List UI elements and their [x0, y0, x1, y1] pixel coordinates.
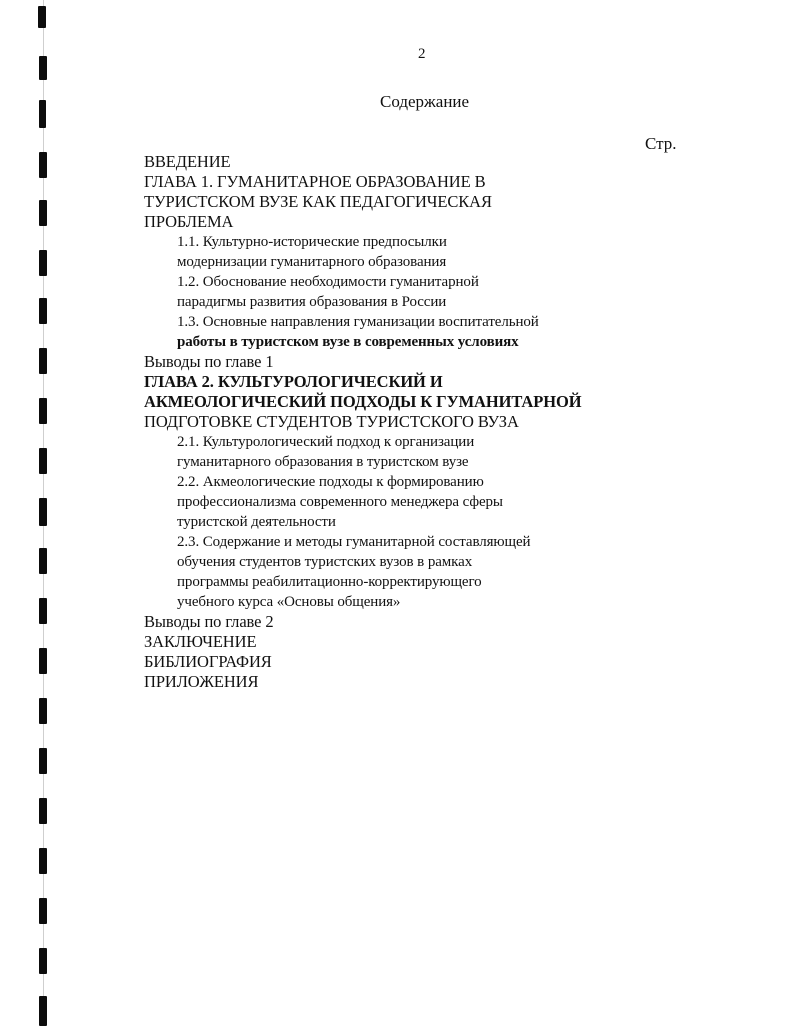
toc-sub-entry: 2.2. Акмеологические подходы к формированию [177, 474, 484, 490]
toc-title: Содержание [380, 92, 470, 111]
toc-sub-entry: 2.1. Культурологический подход к организации [177, 434, 475, 450]
toc-main-entry: ПРОБЛЕМА [144, 212, 234, 231]
toc-sub-entry: парадигмы развития образования в России [177, 294, 447, 310]
binding-mark [39, 996, 47, 1026]
toc-main-entry: ПОДГОТОВКЕ СТУДЕНТОВ ТУРИСТСКОГО ВУЗА [144, 412, 519, 431]
toc-main-entry: Выводы по главе 1 [144, 352, 274, 371]
binding-mark [39, 598, 47, 624]
binding-mark [39, 56, 47, 80]
binding-mark [39, 498, 47, 526]
toc-sub-entry: учебного курса «Основы общения» [177, 594, 401, 610]
binding-mark [39, 298, 47, 324]
table-of-contents [144, 152, 624, 692]
page-column-label: Стр. [645, 134, 677, 153]
binding-mark [39, 548, 47, 574]
binding-mark [39, 848, 47, 874]
binding-mark [39, 898, 47, 924]
toc-main-entry: ЗАКЛЮЧЕНИЕ [144, 632, 257, 651]
binding-mark [39, 448, 47, 474]
toc-sub-entry: модернизации гуманитарного образования [177, 254, 447, 270]
toc-sub-entry: 1.2. Обоснование необходимости гуманитарной [177, 274, 479, 290]
binding-mark [39, 200, 47, 226]
toc-sub-entry: программы реабилитационно-корректирующего [177, 574, 482, 590]
binding-mark [39, 348, 47, 374]
toc-main-entry: БИБЛИОГРАФИЯ [144, 652, 272, 671]
binding-mark [39, 698, 47, 724]
toc-sub-entry: работы в туристском вузе в современных условиях [177, 334, 519, 350]
toc-sub-entry: профессионализма современного менеджера сферы [177, 494, 503, 510]
toc-main-entry: ГЛАВА 2. КУЛЬТУРОЛОГИЧЕСКИЙ И [144, 372, 443, 391]
toc-main-entry: ТУРИСТСКОМ ВУЗЕ КАК ПЕДАГОГИЧЕСКАЯ [144, 192, 492, 211]
binding-edge [0, 0, 60, 1026]
binding-mark [39, 648, 47, 674]
toc-sub-entry: 2.3. Содержание и методы гуманитарной составляющей [177, 534, 531, 550]
toc-main-entry: ВВЕДЕНИЕ [144, 152, 231, 171]
toc-sub-entry: туристской деятельности [177, 514, 336, 530]
binding-mark [38, 6, 46, 28]
toc-main-entry: ГЛАВА 1. ГУМАНИТАРНОЕ ОБРАЗОВАНИЕ В [144, 172, 486, 191]
toc-sub-entry: обучения студентов туристских вузов в рамках [177, 554, 473, 570]
binding-mark [39, 948, 47, 974]
binding-mark [39, 152, 47, 178]
toc-main-entry: Выводы по главе 2 [144, 612, 274, 631]
toc-sub-entry: гуманитарного образования в туристском вузе [177, 454, 469, 470]
binding-mark [39, 748, 47, 774]
toc-main-entry: ПРИЛОЖЕНИЯ [144, 672, 259, 691]
toc-sub-entry: 1.1. Культурно-исторические предпосылки [177, 234, 447, 250]
page-number: 2 [418, 46, 426, 62]
binding-mark [39, 250, 47, 276]
binding-mark [39, 100, 46, 128]
toc-main-entry: АКМЕОЛОГИЧЕСКИЙ ПОДХОДЫ К ГУМАНИТАРНОЙ [144, 392, 582, 411]
toc-sub-entry: 1.3. Основные направления гуманизации воспитательной [177, 314, 539, 330]
binding-mark [39, 798, 47, 824]
binding-mark [39, 398, 47, 424]
